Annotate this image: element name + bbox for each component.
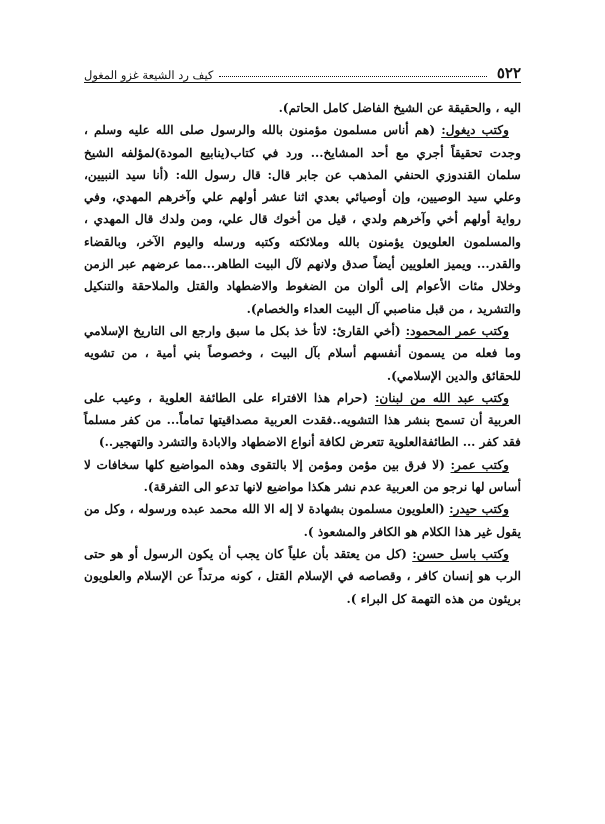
quote-author: وكتب عمر: <box>450 457 509 472</box>
quote-author: وكتب حيدر: <box>449 502 509 517</box>
paragraph-text: (لا فرق بين مؤمن ومؤمن إلا بالتقوى وهذه المواضيع كلها سخافات لا أساس لها نرجو من العربية عدم نشر هكذا مواضيع لانها تدعو الى التفرقة). <box>84 457 521 495</box>
paragraph-text: (أخي القارئ: لاتأ خذ بكل ما سبق وارجع الى التاريخ الإسلامي وما فعله من يسمون أنفسهم أسلام بآل البيت ، وخصوصاً بني أمية ، من تشويه للحقائق والدين الإسلامي). <box>84 323 521 383</box>
paragraph-text: (كل من يعتقد بأن علياً كان يجب أن يكون الرسول أو هو حتى الرب هو إنسان كافر ، وقصاصه في الإسلام القتل ، كونه مرتداً عن الإسلام والعلويون بريئون من هذه التهمة كل البراء ). <box>84 546 521 606</box>
page-number: ٥٢٢ <box>496 64 521 82</box>
paragraph <box>84 498 521 543</box>
paragraph-text: (العلويون مسلمون بشهادة لا إله الا الله محمد عبده ورسوله ، وكل من يقول غير هذا الكلام هو الكافر والمشعوذ ). <box>84 502 521 539</box>
paragraph <box>84 454 521 499</box>
quote-author: وكتب عبد الله من لبنان: <box>374 390 510 405</box>
paragraph-text: (حرام هذا الافتراء على الطائفة العلوية ، وعيب على العربية أن تسمح بنشر هذا التشويه..فقدت العربية مصداقيتها تماماً... من كفر مسلماً فقد كفر ... الطائفةالعلوية تتعرض لكافة أنواع الاضطهاد والابادة والتشرد والتهجير..) <box>84 390 521 450</box>
body-text <box>84 97 521 610</box>
paragraph <box>84 543 521 610</box>
paragraph <box>84 387 521 454</box>
paragraph-text: (هم أناس مسلمون مؤمنون بالله والرسول صلى الله عليه وسلم ، وجدت تحقيقاً أجري مع أحد المشايخ... ورد في كتاب(ينابيع المودة)لمؤلفه الشيخ سلمان القندوزي الحنفي المذهب عن جابر قال: قال رسول الله: (أنا سيد النبيين، وعلي سيد الوصيين، وإن أوصيائي بعدي اثنا عشر أولهم علي وآخرهم المهدي، وفي رواية أولهم أخي وآخرهم ولدي ، قيل من أخوك قال علي، ومن ولدك قال المهدي ، والمسلمون العلويون يؤمنون بالله وملائكته وكتبه ورسله واليوم الآخر، وبالقضاء والقدر... ويميز العلويين أيضاً صدق ولانهم لآل البيت الطاهر...مما عرضهم عبر الزمن وخلال مئات الأعوام إلى ألوان من الضغوط والاضطهاد والقتل والملاحقة والتنكيل والتشريد ، من قبل مناصبي آل البيت العداء والخصام). <box>84 123 521 316</box>
page-header <box>84 58 521 83</box>
paragraph <box>84 97 521 119</box>
paragraph <box>84 119 521 320</box>
quote-author: وكتب باسل حسن: <box>412 546 509 561</box>
paragraph-text: اليه ، والحقيقة عن الشيخ الفاضل كامل الحاتم). <box>278 101 521 115</box>
paragraph <box>84 320 521 387</box>
quote-author: وكتب ديغول: <box>441 123 509 138</box>
header-dotted-leader <box>219 75 486 77</box>
quote-author: وكتب عمر المحمود: <box>405 323 509 338</box>
running-title: كيف رد الشيعة غزو المغول <box>84 68 214 82</box>
